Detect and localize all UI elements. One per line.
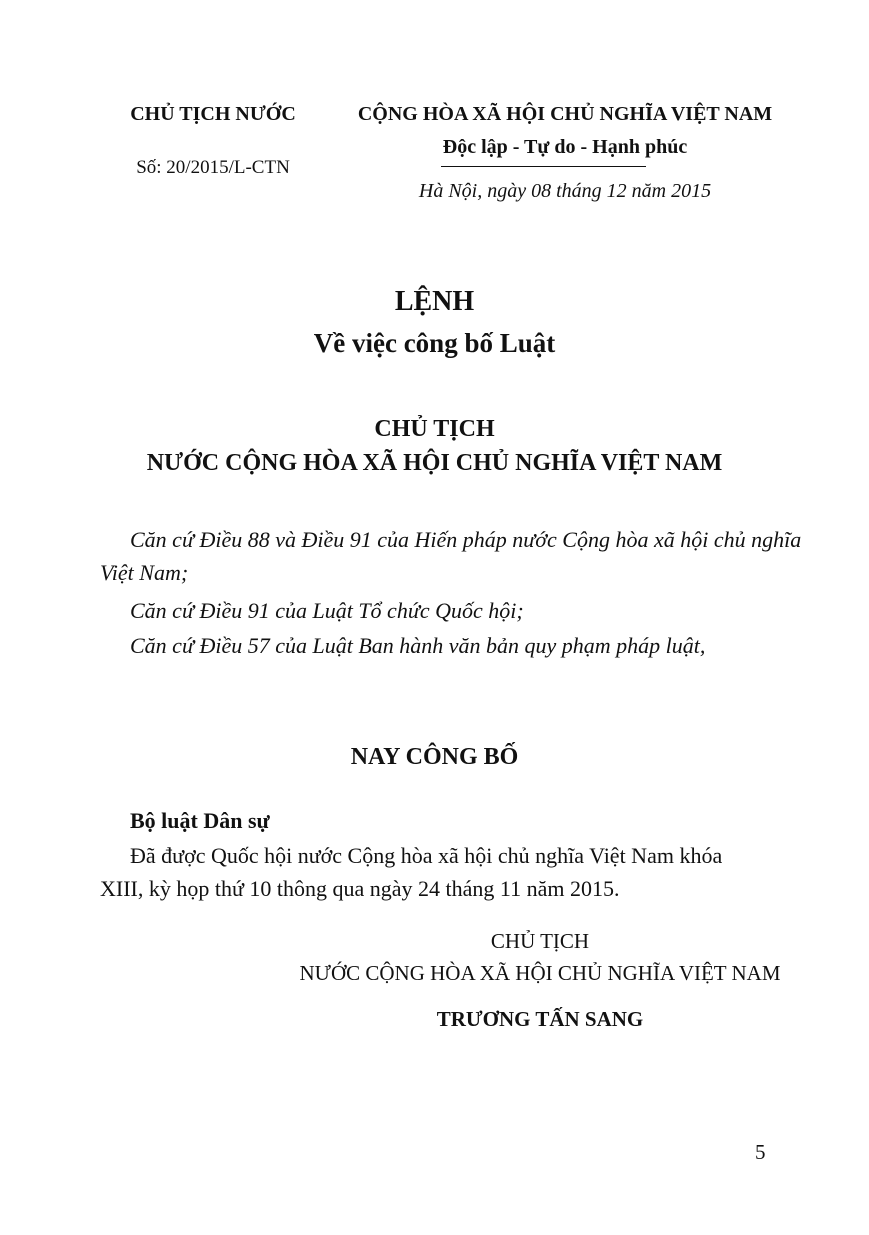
- signature-role: CHỦ TỊCH: [490, 929, 590, 953]
- law-name: Bộ luật Dân sự: [130, 808, 270, 833]
- national-title: CỘNG HÒA XÃ HỘI CHỦ NGHĨA VIỆT NAM: [357, 103, 773, 125]
- issuer-org-label: CHỦ TỊCH NƯỚC: [130, 103, 296, 125]
- national-motto: Độc lập - Tự do - Hạnh phúc: [442, 136, 688, 158]
- legal-basis-1: Căn cứ Điều 88 và Điều 91 của Hiến pháp nước Cộng hòa xã hội chủ nghĩa: [130, 527, 802, 552]
- legal-basis-3: Căn cứ Điều 57 của Luật Ban hành văn bản quy phạm pháp luật,: [130, 633, 706, 658]
- legal-basis-1-cont: Việt Nam;: [100, 560, 189, 585]
- document-title: LỆNH: [394, 286, 475, 317]
- issuer-heading-line1: CHỦ TỊCH: [374, 416, 495, 442]
- signatory-name: TRƯƠNG TẤN SANG: [436, 1007, 644, 1031]
- place-date: Hà Nội, ngày 08 tháng 12 năm 2015: [418, 180, 712, 202]
- motto-underline: [441, 166, 646, 167]
- document-subtitle: Về việc công bố Luật: [313, 328, 556, 358]
- passage-text-line1: Đã được Quốc hội nước Cộng hòa xã hội chủ nghĩa Việt Nam khóa: [130, 843, 723, 868]
- document-number: Số: 20/2015/L-CTN: [136, 157, 290, 178]
- legal-basis-2: Căn cứ Điều 91 của Luật Tổ chức Quốc hội;: [130, 598, 524, 623]
- passage-text-line2: XIII, kỳ họp thứ 10 thông qua ngày 24 tháng 11 năm 2015.: [100, 876, 620, 901]
- page-number: 5: [755, 1140, 766, 1164]
- proclamation-heading: NAY CÔNG BỐ: [350, 744, 519, 770]
- signature-org: NƯỚC CỘNG HÒA XÃ HỘI CHỦ NGHĨA VIỆT NAM: [299, 961, 781, 985]
- issuer-heading-line2: NƯỚC CỘNG HÒA XÃ HỘI CHỦ NGHĨA VIỆT NAM: [146, 450, 723, 476]
